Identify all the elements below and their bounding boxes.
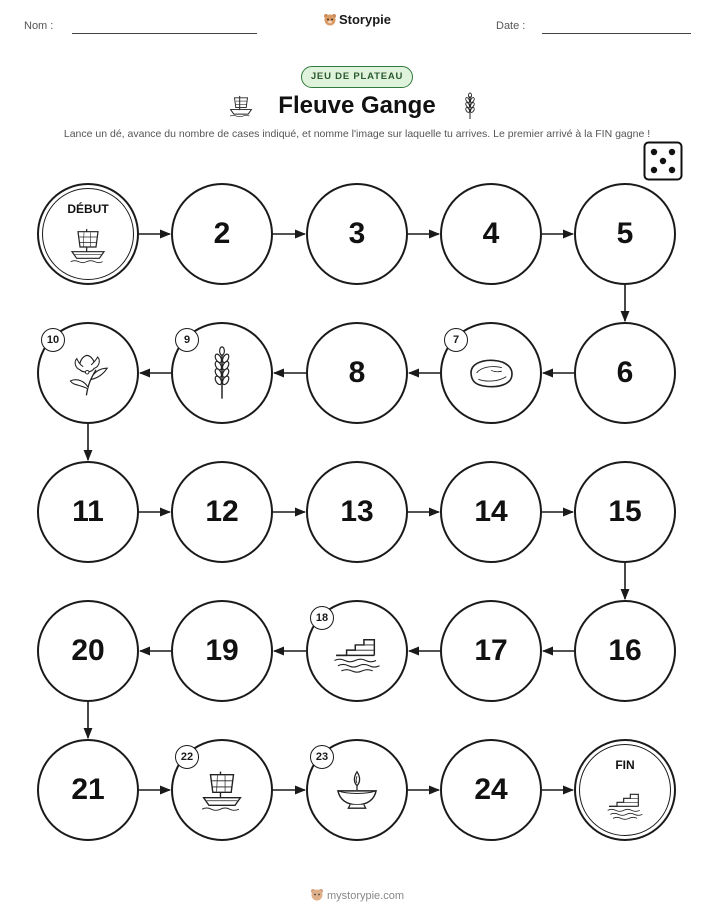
diya-lamp-icon: [331, 768, 383, 812]
space-number-badge: 18: [310, 606, 334, 630]
board-space-16[interactable]: [574, 600, 676, 702]
space-number: 2: [213, 217, 231, 250]
board-space-6[interactable]: [574, 322, 676, 424]
space-number: 13: [340, 495, 374, 528]
board-space-25[interactable]: [574, 739, 676, 841]
board-space-20[interactable]: [37, 600, 139, 702]
brand-name: Storypie: [338, 12, 391, 27]
space-number: 20: [71, 634, 105, 667]
boat-icon: [199, 767, 245, 813]
space-number: 11: [72, 495, 104, 528]
space-number: 15: [608, 495, 642, 528]
space-number: 12: [205, 495, 239, 528]
board-space-2[interactable]: [171, 183, 273, 285]
space-image: [576, 741, 674, 839]
ghat-steps-icon: [605, 786, 645, 820]
space-number: 14: [474, 495, 508, 528]
board-space-14[interactable]: [440, 461, 542, 563]
board-space-15[interactable]: [574, 461, 676, 563]
board-space-11[interactable]: [37, 461, 139, 563]
space-number: 4: [482, 217, 500, 250]
wheat-icon: [211, 345, 233, 401]
instructions-text: Lance un dé, avance du nombre de cases indiqué, et nomme l'image sur laquelle tu arrives. Le premier arrivé à la FIN gagne !: [63, 128, 651, 140]
footer-url[interactable]: mystorypie.com: [326, 890, 405, 902]
storypie-bear-icon: [310, 888, 324, 902]
brand-logo: [0, 12, 714, 27]
board-space-13[interactable]: [306, 461, 408, 563]
space-number: 6: [616, 356, 634, 389]
boat-icon: [68, 225, 108, 265]
name-label: Nom :: [24, 20, 54, 32]
space-number: 16: [608, 634, 642, 667]
space-image: [39, 185, 137, 283]
page-title: Fleuve Gange: [278, 92, 436, 119]
space-number-badge: 7: [444, 328, 468, 352]
stone-icon: [464, 354, 518, 392]
board-space-5[interactable]: [574, 183, 676, 285]
board-space-17[interactable]: [440, 600, 542, 702]
start-label: DÉBUT: [67, 202, 109, 216]
space-number-badge: 9: [175, 328, 199, 352]
space-number: 19: [205, 634, 239, 667]
space-number: 3: [348, 217, 366, 250]
game-type-badge: JEU DE PLATEAU: [301, 66, 413, 88]
name-line[interactable]: [72, 33, 257, 34]
board-space-8[interactable]: [306, 322, 408, 424]
space-number: 8: [348, 356, 366, 389]
ghat-steps-icon: [331, 629, 383, 673]
storypie-bear-icon: [323, 13, 337, 27]
board-space-3[interactable]: [306, 183, 408, 285]
board-space-1[interactable]: [37, 183, 139, 285]
space-number-badge: 22: [175, 745, 199, 769]
board-space-19[interactable]: [171, 600, 273, 702]
board-space-21[interactable]: [37, 739, 139, 841]
finish-label: FIN: [615, 758, 635, 772]
space-number: 5: [616, 217, 634, 250]
flower-icon: [64, 349, 112, 397]
space-number: 21: [71, 773, 105, 806]
date-label: Date :: [496, 20, 526, 32]
space-number-badge: 23: [310, 745, 334, 769]
date-line[interactable]: [542, 33, 691, 34]
space-number: 24: [474, 773, 508, 806]
space-number-badge: 10: [41, 328, 65, 352]
board-space-4[interactable]: [440, 183, 542, 285]
dice-icon: [643, 141, 683, 181]
board-space-12[interactable]: [171, 461, 273, 563]
space-number: 17: [474, 634, 508, 667]
wheat-icon: [464, 92, 476, 120]
board-space-24[interactable]: [440, 739, 542, 841]
footer: [0, 888, 714, 902]
